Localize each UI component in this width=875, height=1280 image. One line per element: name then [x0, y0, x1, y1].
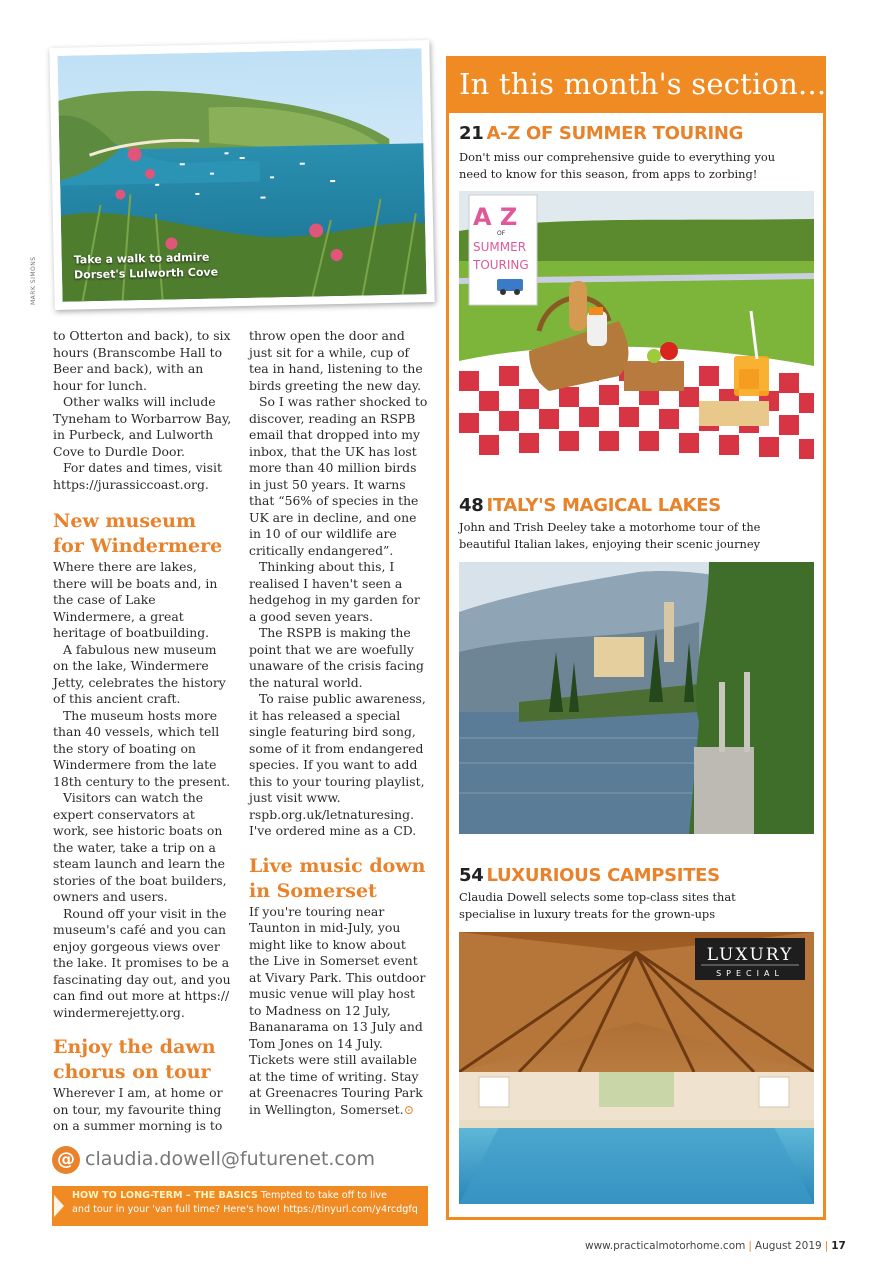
juice-glass: [734, 356, 769, 396]
col2-paragraph: The RSPB is making the point that we are woefully unaware of the crisis facing the natural world.: [249, 625, 424, 690]
col2-paragraph: So I was rather shocked to discover, reading an RSPB email that dropped into my inbox, that the UK has lost more than 40 million birds in just 50 years. It warns that “56% of species in the UK are in decline, and one in 10 of our wildlife are critically endangered”.: [249, 394, 428, 558]
page-footer: [585, 1240, 846, 1252]
panel-header: [449, 59, 827, 113]
indoor-pool-image: [459, 932, 814, 1204]
col2-paragraph-text: If you're touring near Taunton in mid-July, you might like to know about the Live in Somerset event at Vivary Park. This outdoor music venue will play host to Madness on 12 July, Bananarama on 13 July and Tom Jones on 14 July. Tickets were still available at the time of writing. Stay at Greenacres Touring Park in Wellington, Somerset.: [249, 903, 426, 1117]
feature-2-image[interactable]: [459, 562, 814, 834]
feature-1-image[interactable]: [459, 191, 814, 467]
wooden-box: [624, 361, 684, 391]
feature-1-page: 21: [459, 123, 484, 144]
col1-paragraph: Visitors can watch the expert conservators at work, see historic boats on the water, take a trip on a steam launch and learn the stories of the boat builders, owners and users.: [53, 790, 227, 904]
col1-paragraph: A fabulous new museum on the lake, Windermere Jetty, celebrates the history of this ancient craft.: [53, 641, 226, 706]
col1-paragraph: Wherever I am, at home or on tour, my favourite thing on a summer morning is to: [53, 1085, 223, 1133]
column-2: [249, 328, 429, 1118]
footer-date: August 2019: [754, 1240, 822, 1252]
col2-paragraph: [249, 904, 429, 1119]
photo-credit-text: MARK SIMONS: [30, 256, 37, 305]
feature-2-page: 48: [459, 495, 484, 516]
feature-3-page: 54: [459, 865, 484, 886]
photo-caption-line1: Take a walk to admire: [73, 250, 210, 267]
author-email[interactable]: claudia.dowell@futurenet.com: [85, 1148, 376, 1170]
arrow-icon: [54, 1195, 64, 1217]
lulworth-cove-photo: [49, 40, 434, 310]
panel-heading: In this month's section...: [459, 67, 827, 101]
badge-touring: TOURING: [473, 258, 529, 272]
mural: [599, 1072, 674, 1107]
photo-caption-line2: Dorset's Lulworth Cove: [73, 265, 219, 282]
lake-como-image: [459, 562, 814, 834]
badge-special: SPECIAL: [716, 969, 784, 978]
footer-separator: |: [824, 1240, 829, 1252]
how-to-note: [52, 1186, 428, 1226]
note-line1: [72, 1189, 428, 1203]
col1-paragraph: Other walks will include Tyneham to Worbarrow Bay, in Purbeck, and Lulworth Cove to Durdle Door.: [53, 394, 232, 459]
end-mark-icon: ⊙: [403, 1101, 414, 1117]
feature-3-desc: Claudia Dowell selects some top-class sites that specialise in luxury treats for the grown-ups: [459, 890, 736, 921]
feature-2-title-text: ITALY'S MAGICAL LAKES: [486, 495, 721, 516]
col1-paragraph: For dates and times, visit https://jurassiccoast.org.: [53, 460, 222, 492]
badge-of: OF: [497, 230, 506, 237]
feature-3-title[interactable]: [459, 865, 720, 886]
col2-paragraph: Thinking about this, I realised I haven't seen a hedgehog in my garden for a good seven years.: [249, 559, 420, 624]
col1-paragraph: Round off your visit in the museum's café and you can enjoy gorgeous views over the lake. It promises to be a fascinating day out, and you can find out more at https:// windermerejetty.org.: [53, 905, 231, 1020]
column-1: [53, 328, 233, 1135]
bell-tower: [664, 602, 674, 662]
page-number: 17: [831, 1240, 846, 1252]
feature-1-title-text: A-Z OF SUMMER TOURING: [486, 123, 744, 144]
feature-1-title[interactable]: [459, 123, 743, 144]
col2-paragraph: To raise public awareness, it has released a special single featuring bird song, some of it from endangered species. If you want to add this to your touring playlist, just visit www. rspb.org.uk/letnaturesing. I've ordered mine as a CD.: [249, 691, 426, 838]
feature-3-title-text: LUXURIOUS CAMPSITES: [486, 865, 720, 886]
note-lead: HOW TO LONG-TERM – THE BASICS: [72, 1190, 258, 1201]
luxury-special-badge: [695, 938, 805, 980]
feature-3-image[interactable]: [459, 932, 814, 1204]
note-line2[interactable]: and tour in your 'van full time? Here's how! https://tinyurl.com/y4rcdgfq: [72, 1203, 418, 1215]
stone-wall: [694, 747, 754, 834]
feature-2-desc: John and Trish Deeley take a motorhome tour of the beautiful Italian lakes, enjoying their scenic journey: [459, 520, 761, 551]
heading-live-music: Live music down in Somerset: [249, 854, 426, 902]
footer-url[interactable]: www.practicalmotorhome.com: [585, 1240, 746, 1252]
col1-paragraph: Where there are lakes, there will be boats and, in the case of Lake Windermere, a great heritage of boatbuilding.: [53, 559, 218, 640]
note-line1-rest: Tempted to take off to live: [257, 1190, 387, 1201]
heading-new-museum: New museum for Windermere: [53, 510, 223, 557]
picnic-image: [459, 191, 814, 467]
footer-separator: |: [748, 1240, 752, 1252]
badge-az: A Z: [473, 203, 518, 231]
section-panel: [446, 56, 826, 1220]
col1-paragraph: The museum hosts more than 40 vessels, which tell the story of boating on Windermere from the late 18th century to the present.: [53, 707, 231, 789]
at-icon: @: [52, 1146, 80, 1174]
photo-caption: [74, 249, 255, 283]
feature-2-title[interactable]: [459, 495, 721, 516]
badge-summer: SUMMER: [473, 240, 527, 254]
heading-dawn-chorus: Enjoy the dawn chorus on tour: [53, 1036, 216, 1083]
col2-paragraph: throw open the door and just sit for a while, cup of tea in hand, listening to the birds greeting the new day.: [249, 328, 423, 393]
photo-credit: [30, 245, 44, 305]
feature-1-desc: Don't miss our comprehensive guide to everything you need to know for this season, from apps to zorbing!: [459, 150, 776, 181]
badge-luxury: LUXURY: [706, 945, 794, 965]
az-badge: [469, 195, 537, 305]
villa: [594, 637, 644, 677]
col1-paragraph: to Otterton and back), to six hours (Branscombe Hall to Beer and back), with an hour for lunch.: [53, 328, 231, 393]
